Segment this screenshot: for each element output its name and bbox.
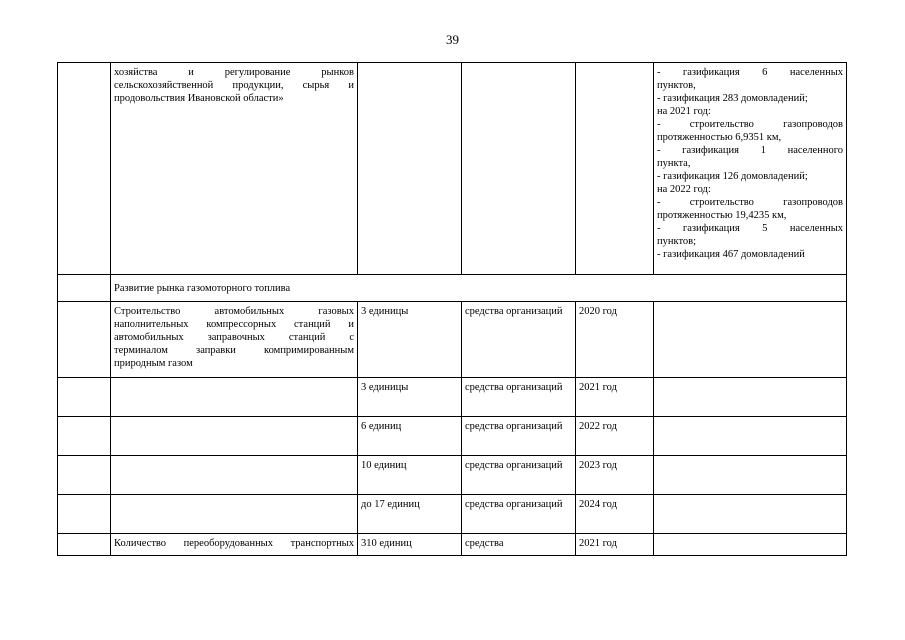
text-line: - газификация 126 домовладений;: [657, 171, 808, 182]
text-line: на 2021 год:: [657, 106, 711, 117]
cell-year: 2024 год: [576, 495, 654, 534]
text-line: наполнительных компрессорных станций и: [114, 319, 354, 330]
cell-index: [58, 495, 111, 534]
text-line: - газификация 6 населенных: [657, 67, 843, 78]
cell-year: 2021 год: [576, 534, 654, 556]
text-line: на 2022 год:: [657, 184, 711, 195]
text-line: - газификация 1 населенного: [657, 145, 843, 156]
text-line: хозяйства и регулирование рынков: [114, 67, 354, 78]
cell-measure: Количество переоборудованных транспортных: [111, 534, 358, 556]
text-line: протяженностью 6,9351 км,: [657, 132, 782, 143]
cell-measure: [111, 456, 358, 495]
cell-results: [654, 456, 847, 495]
text-line: - газификация 283 домовладений;: [657, 93, 808, 104]
cell-measure: [111, 495, 358, 534]
cell-year: 2020 год: [576, 302, 654, 378]
table-row: [58, 456, 847, 495]
table-row: [58, 302, 847, 378]
text-line: протяженностью 19,4235 км,: [657, 210, 787, 221]
text-line: пунктов;: [657, 236, 697, 247]
cell-source: средства организаций: [462, 417, 576, 456]
cell-results: [654, 495, 847, 534]
cell-source: средства организаций: [462, 456, 576, 495]
table-row: [58, 417, 847, 456]
program-table: [57, 62, 847, 556]
text-line: продовольствия Ивановской области»: [114, 93, 284, 104]
cell-source: средства организаций: [462, 378, 576, 417]
cell-year: [576, 63, 654, 275]
text-line: пунктов,: [657, 80, 696, 91]
cell-source: [462, 63, 576, 275]
cell-index: [58, 417, 111, 456]
cell-source: средства: [462, 534, 576, 556]
text-line: пункта,: [657, 158, 691, 169]
cell-index: [58, 534, 111, 556]
cell-source: средства организаций: [462, 495, 576, 534]
text-line: - газификация 5 населенных: [657, 223, 843, 234]
cell-quantity: 10 единиц: [358, 456, 462, 495]
text-line: - строительство газопроводов: [657, 197, 843, 208]
cell-index: [58, 63, 111, 275]
cell-index: [58, 378, 111, 417]
cell-results: [654, 417, 847, 456]
table-row: [58, 63, 847, 275]
cell-index: [58, 302, 111, 378]
cell-quantity: 3 единицы: [358, 302, 462, 378]
cell-quantity: 6 единиц: [358, 417, 462, 456]
text-line: - строительство газопроводов: [657, 119, 843, 130]
text-line: автомобильных заправочных станций с: [114, 332, 354, 343]
cell-measure: [111, 302, 358, 378]
cell-source: средства организаций: [462, 302, 576, 378]
text-line: сельскохозяйственной продукции, сырья и: [114, 80, 354, 91]
cell-quantity: 3 единицы: [358, 378, 462, 417]
section-title: Развитие рынка газомоторного топлива: [111, 275, 847, 302]
cell-results: [654, 302, 847, 378]
cell-results: [654, 378, 847, 417]
text-line: природным газом: [114, 358, 193, 369]
table-row: [58, 534, 847, 556]
page-number: 39: [446, 32, 459, 47]
cell-results: [654, 534, 847, 556]
text-line: терминалом заправки компримированным: [114, 345, 354, 356]
cell-year: 2022 год: [576, 417, 654, 456]
cell-year: 2021 год: [576, 378, 654, 417]
cell-quantity: [358, 63, 462, 275]
table-row: [58, 378, 847, 417]
cell-index: [58, 275, 111, 302]
section-row: [58, 275, 847, 302]
cell-measure: [111, 63, 358, 275]
cell-index: [58, 456, 111, 495]
cell-quantity: до 17 единиц: [358, 495, 462, 534]
cell-measure: [111, 378, 358, 417]
cell-results: [654, 63, 847, 275]
text-line: Строительство автомобильных газовых: [114, 306, 354, 317]
table-row: [58, 495, 847, 534]
cell-measure: [111, 417, 358, 456]
cell-quantity: 310 единиц: [358, 534, 462, 556]
cell-year: 2023 год: [576, 456, 654, 495]
text-line: - газификация 467 домовладений: [657, 249, 805, 260]
